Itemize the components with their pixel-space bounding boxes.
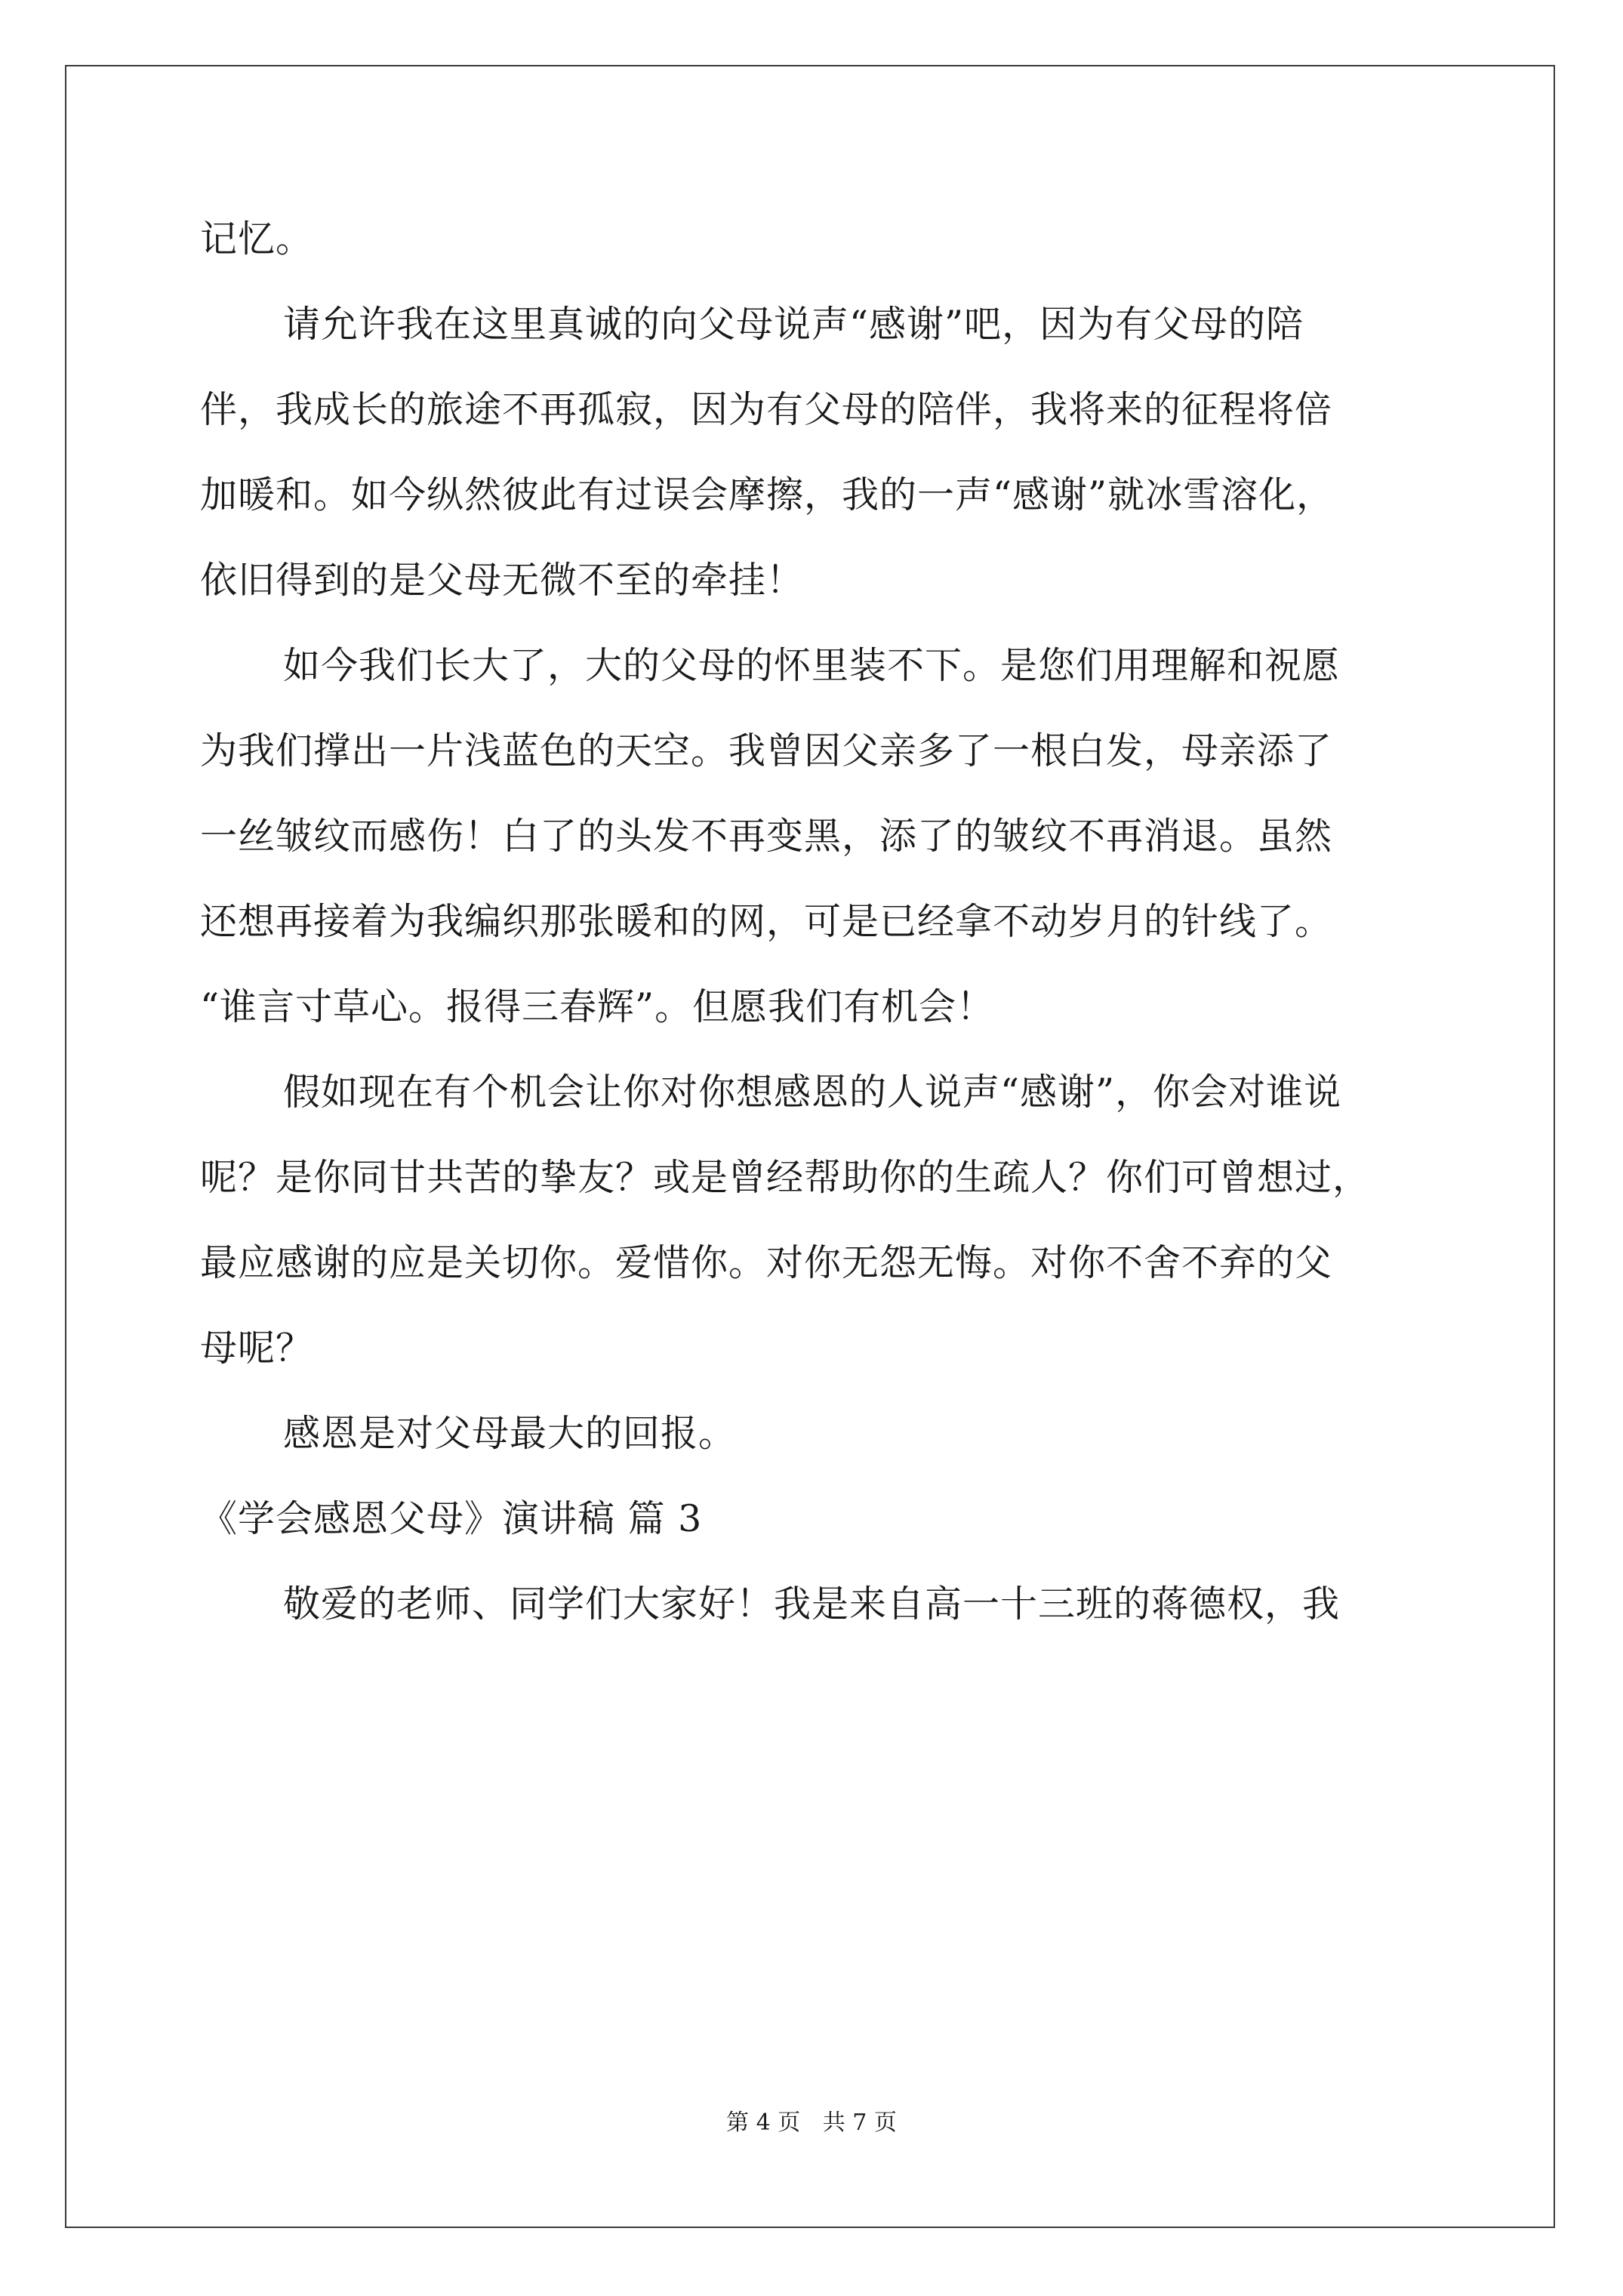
text-line: 还想再接着为我编织那张暖和的网，可是已经拿不动岁月的针线了。 xyxy=(200,900,1333,943)
text-line: 为我们撑出一片浅蓝色的天空。我曾因父亲多了一根白发，母亲添了 xyxy=(200,729,1333,772)
text-line: 假如现在有个机会让你对你想感恩的人说声“感谢”，你会对谁说 xyxy=(283,1071,1342,1114)
text-line: “谁言寸草心。报得三春辉”。但愿我们有机会！ xyxy=(200,985,995,1028)
page-total: 共 7 页 xyxy=(822,2110,897,2136)
text-line: 感恩是对父母最大的回报。 xyxy=(283,1412,737,1455)
text-line: 敬爱的老师、同学们大家好！我是来自高一十三班的蒋德权，我 xyxy=(283,1583,1341,1626)
section-heading: 《学会感恩父母》演讲稿 篇 3 xyxy=(200,1497,703,1540)
text-line: 母呢？ xyxy=(200,1327,314,1370)
document-body xyxy=(200,196,1438,1647)
text-line: 伴，我成长的旅途不再孤寂，因为有父母的陪伴，我将来的征程将倍 xyxy=(200,388,1333,431)
text-line: 记忆。 xyxy=(200,217,314,260)
text-line: 呢？是你同甘共苦的挚友？或是曾经帮助你的生疏人？你们可曾想过， xyxy=(200,1156,1371,1199)
text-line: 如今我们长大了，大的父母的怀里装不下。是您们用理解和祝愿 xyxy=(283,644,1341,687)
page-footer xyxy=(0,2108,1623,2138)
text-line: 依旧得到的是父母无微不至的牵挂！ xyxy=(200,559,805,602)
text-line: 请允许我在这里真诚的向父母说声“感谢”吧，因为有父母的陪 xyxy=(283,303,1304,346)
page-number: 第 4 页 xyxy=(726,2110,801,2136)
text-line: 最应感谢的应是关切你。爱惜你。对你无怨无悔。对你不舍不弃的父 xyxy=(200,1241,1333,1284)
text-line: 一丝皱纹而感伤！白了的头发不再变黑，添了的皱纹不再消退。虽然 xyxy=(200,815,1333,858)
text-line: 加暖和。如今纵然彼此有过误会摩擦，我的一声“感谢”就冰雪溶化， xyxy=(200,473,1335,516)
